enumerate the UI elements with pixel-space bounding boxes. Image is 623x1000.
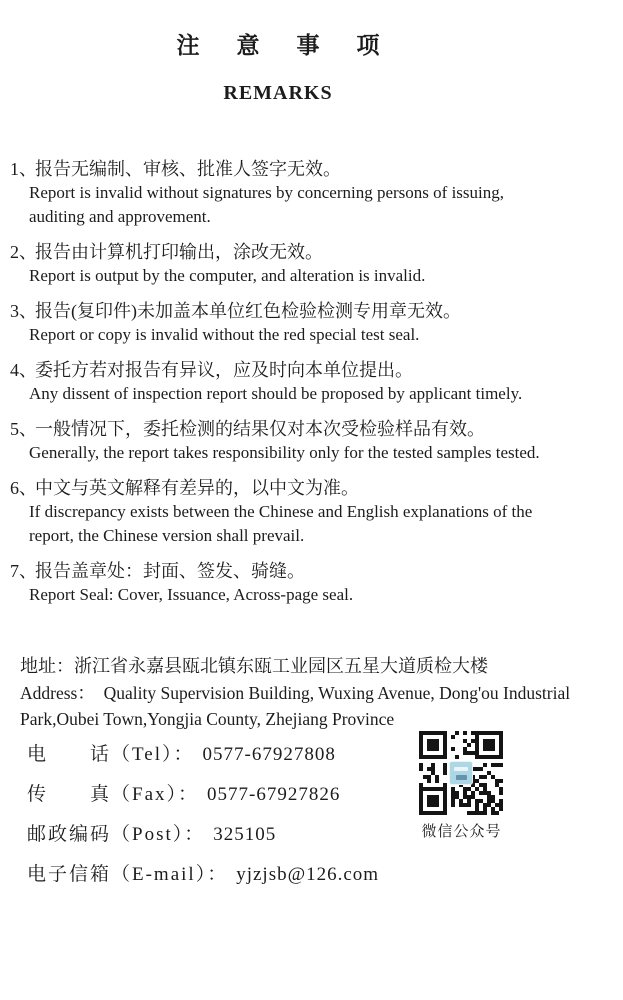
telephone-label: 电 话（Tel）： <box>27 744 195 765</box>
item-chinese-text: 报告(复印件)未加盖本单位红色检验检测专用章无效。 <box>35 301 461 321</box>
item-number: 7、 <box>10 561 37 581</box>
remark-item-3 <box>10 299 610 347</box>
qr-caption: 微信公众号 <box>421 824 502 840</box>
item-number: 6、 <box>10 478 37 498</box>
wechat-qr-block <box>418 731 505 841</box>
item-chinese-text: 报告无编制、审核、批准人签字无效。 <box>35 159 341 179</box>
title-char: 事 <box>296 33 320 58</box>
address-english: Park,Oubei Town,Yongjia County, Zhejiang Province <box>20 709 395 729</box>
fax-label: 传 真（Fax）： <box>27 784 200 805</box>
item-chinese-text: 中文与英文解释有差异的，以中文为准。 <box>35 478 359 498</box>
page-title-chinese <box>0 32 556 60</box>
item-english-text: If discrepancy exists between the Chinese and English explanations of the <box>29 502 533 521</box>
item-chinese-text: 报告盖章处：封面、签发、骑缝。 <box>35 561 305 581</box>
address-block <box>20 653 620 732</box>
qr-code <box>419 731 503 815</box>
fax-line <box>27 784 407 806</box>
item-chinese-text: 报告由计算机打印输出，涂改无效。 <box>35 242 323 262</box>
item-chinese-text: 委托方若对报告有异议，应及时向本单位提出。 <box>35 360 413 380</box>
item-english-text: Report Seal: Cover, Issuance, Across-page seal. <box>29 585 354 604</box>
contact-info-block <box>27 744 407 886</box>
telephone-line <box>27 744 407 766</box>
remarks-list <box>10 157 610 607</box>
remark-item-4 <box>10 358 610 406</box>
remark-item-6 <box>10 476 610 548</box>
item-number: 5、 <box>10 419 37 439</box>
email-label: 电子信箱（E-mail）： <box>27 864 229 885</box>
remark-item-1 <box>10 157 610 229</box>
item-number: 2、 <box>10 242 37 262</box>
address-chinese: 地址：浙江省永嘉县瓯北镇东瓯工业园区五星大道质检大楼 <box>20 656 488 676</box>
address-english: Address： Quality Supervision Building, Wuxing Avenue, Dong'ou Industrial <box>20 683 571 703</box>
title-char: 意 <box>236 33 260 58</box>
item-english-text: Any dissent of inspection report should be proposed by applicant timely. <box>29 384 523 403</box>
page-title-block <box>0 0 556 105</box>
postcode-label: 邮政编码（Post）： <box>27 824 206 845</box>
postcode-value: 325105 <box>213 824 277 845</box>
item-number: 3、 <box>10 301 37 321</box>
item-english-text: report, the Chinese version shall prevail. <box>29 526 305 545</box>
remark-item-5 <box>10 417 610 465</box>
item-english-text: Generally, the report takes responsibility only for the tested samples tested. <box>29 443 540 462</box>
item-chinese-text: 一般情况下，委托检测的结果仅对本次受检验样品有效。 <box>35 419 485 439</box>
remark-item-7 <box>10 559 610 607</box>
fax-number: 0577-67927826 <box>207 784 341 805</box>
telephone-number: 0577-67927808 <box>202 744 336 765</box>
item-english-text: Report is invalid without signatures by concerning persons of issuing, <box>29 183 504 202</box>
email-address: yjzjsb@126.com <box>236 864 380 885</box>
qr-center-logo <box>449 761 473 785</box>
page-title-english: REMARKS <box>223 82 333 104</box>
item-english-text: Report is output by the computer, and alteration is invalid. <box>29 266 426 285</box>
remark-item-2 <box>10 240 610 288</box>
email-line <box>27 864 407 886</box>
item-english-text: Report or copy is invalid without the red special test seal. <box>29 325 420 344</box>
title-char: 项 <box>356 33 380 58</box>
postcode-line <box>27 824 407 846</box>
item-number: 4、 <box>10 360 37 380</box>
title-char: 注 <box>176 33 200 58</box>
item-number: 1、 <box>10 159 37 179</box>
item-english-text: auditing and approvement. <box>29 207 211 226</box>
